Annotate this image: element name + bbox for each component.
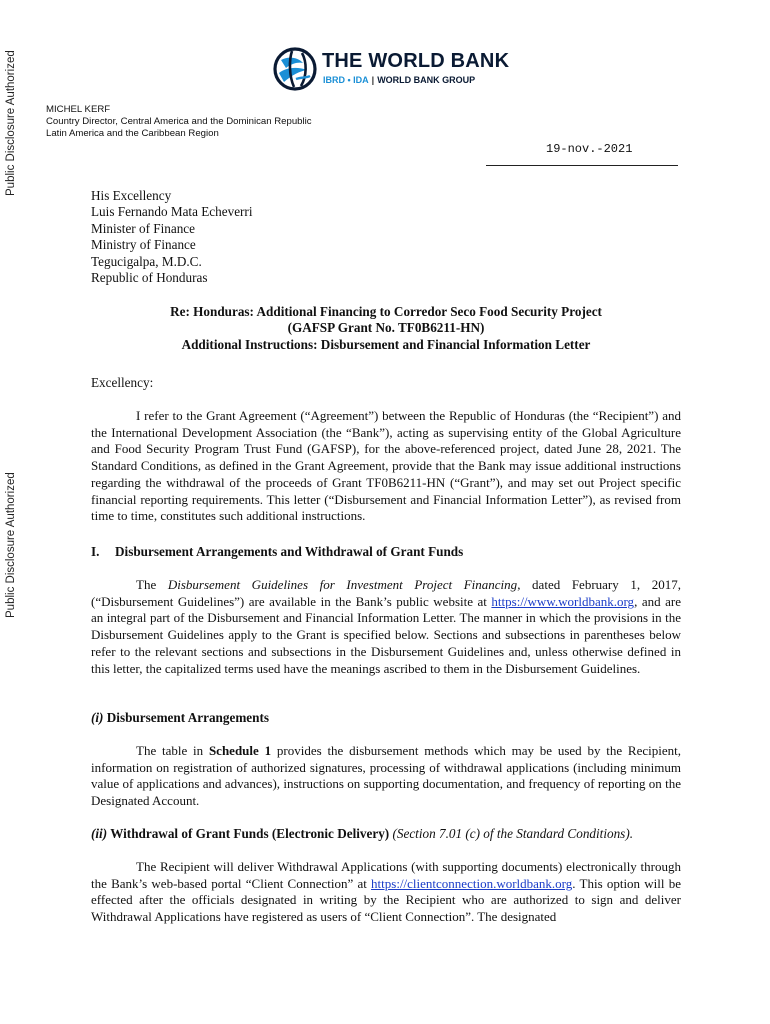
- addressee-line: Republic of Honduras: [91, 270, 208, 286]
- section-heading: [91, 544, 463, 560]
- subject-grant-number: (GAFSP Grant No. TF0B6211-HN): [287, 320, 485, 336]
- sender-block: [46, 104, 312, 140]
- letter-date: 19-nov.-2021: [546, 142, 633, 156]
- text-run: provides the disbursement methods which may be used by the Recipient, information on registration of authorized signatures, processing of withdrawal applications (including minimum value of applications and advances), instructions on supporting documentation, and frequency of reporting on the Designated Account.: [91, 743, 681, 809]
- sender-title: Country Director, Central America and the Dominican Republic: [46, 116, 312, 127]
- subsection-heading: [91, 710, 269, 726]
- text-run: . This option will be effected after the officials designated in writing by the Recipient who are authorized to sign and deliver Withdrawal Applications have registered as users of “Client Connection”. The designated: [91, 875, 681, 925]
- text-run: The table in: [136, 743, 209, 758]
- globe-icon: [272, 46, 318, 92]
- schedule-ref: Schedule 1: [208, 743, 272, 758]
- disclosure-side-label: Public Disclosure Authorized: [5, 50, 17, 196]
- sender-region: Latin America and the Caribbean Region: [46, 128, 219, 139]
- logo-group: WORLD BANK GROUP: [377, 75, 476, 85]
- addressee-line: Ministry of Finance: [91, 237, 196, 253]
- subject-instructions: Additional Instructions: Disbursement and Financial Information Letter: [181, 336, 591, 352]
- electronic-delivery-paragraph: [91, 859, 681, 926]
- sender-name: MICHEL KERF: [46, 104, 111, 115]
- subject-block: [91, 304, 681, 353]
- logo-subtitle: [323, 75, 475, 85]
- addressee-line: His Excellency: [91, 188, 172, 203]
- date-underline: [486, 165, 678, 166]
- worldbank-link[interactable]: https://www.worldbank.org: [491, 593, 635, 609]
- salutation: Excellency:: [91, 375, 154, 390]
- subject-line: Re: Honduras: Additional Financing to Corredor Seco Food Security Project: [170, 304, 602, 319]
- addressee-line: Tegucigalpa, M.D.C.: [91, 253, 202, 269]
- subsection-number: (ii): [91, 826, 108, 841]
- text-run: , and are an integral part of the Disbursement and Financial Information Letter. The manner in which the provisions in the Disbursement Guidelines apply to the Grant is specified below. Sections and subsections in parentheses below refer to the relevant sections and subsections in the Disbursement Guidelines and, unless otherwise defined in this letter, the capitalized terms used have the meanings ascribed to them in the Disbursement Guidelines.: [91, 593, 681, 676]
- intro-paragraph: I refer to the Grant Agreement (“Agreement”) between the Republic of Honduras (the “Recipient”) and the International Development Association (the “Bank”), acting as supervising entity of the Global Agriculture and Food Security Program Trust Fund (GAFSP), for the above-referenced project, dated June 28, 2021. The Standard Conditions, as defined in the Grant Agreement, provide that the Bank may issue additional instructions regarding the withdrawal of the proceeds of Grant TF0B6211-HN (“Grant”), and may set out Project specific financial reporting requirements. This letter (“Disbursement and Financial Information Letter”), as revised from time to time, constitutes such additional instructions.: [91, 408, 681, 524]
- text-run: The: [136, 577, 168, 592]
- subsection-number: (i): [91, 710, 104, 725]
- world-bank-logo: [272, 46, 512, 94]
- addressee-block: [91, 188, 253, 286]
- addressee-line: Minister of Finance: [91, 220, 196, 236]
- text-run: , dated February 1, 2017, (“Disbursement Guidelines”) are available in the Bank’s public website at: [91, 577, 681, 609]
- logo-separator: |: [371, 75, 375, 85]
- section-number: I.: [91, 544, 100, 559]
- subsection-title: Disbursement Arrangements: [106, 710, 270, 725]
- guidelines-title: Disbursement Guidelines for Investment Project Financing: [167, 577, 518, 592]
- guidelines-paragraph: [91, 577, 681, 677]
- subsection-note: (Section 7.01 (c) of the Standard Conditions).: [392, 826, 634, 841]
- client-connection-link[interactable]: https://clientconnection.worldbank.org: [371, 875, 573, 891]
- disclosure-side-label: Public Disclosure Authorized: [5, 472, 17, 618]
- schedule-paragraph: [91, 743, 681, 810]
- subsection-title: Withdrawal of Grant Funds (Electronic Delivery): [110, 826, 390, 841]
- section-title: Disbursement Arrangements and Withdrawal of Grant Funds: [115, 544, 464, 559]
- logo-wordmark: THE WORLD BANK: [322, 50, 510, 72]
- logo-ibrd-ida: IBRD • IDA: [323, 75, 369, 85]
- subsection-heading: [91, 826, 633, 842]
- addressee-line: Luis Fernando Mata Echeverri: [91, 204, 253, 220]
- text-run: The Recipient will deliver Withdrawal Applications (with supporting documents) electronically through the Bank’s web-based portal “Client Connection” at: [91, 859, 681, 891]
